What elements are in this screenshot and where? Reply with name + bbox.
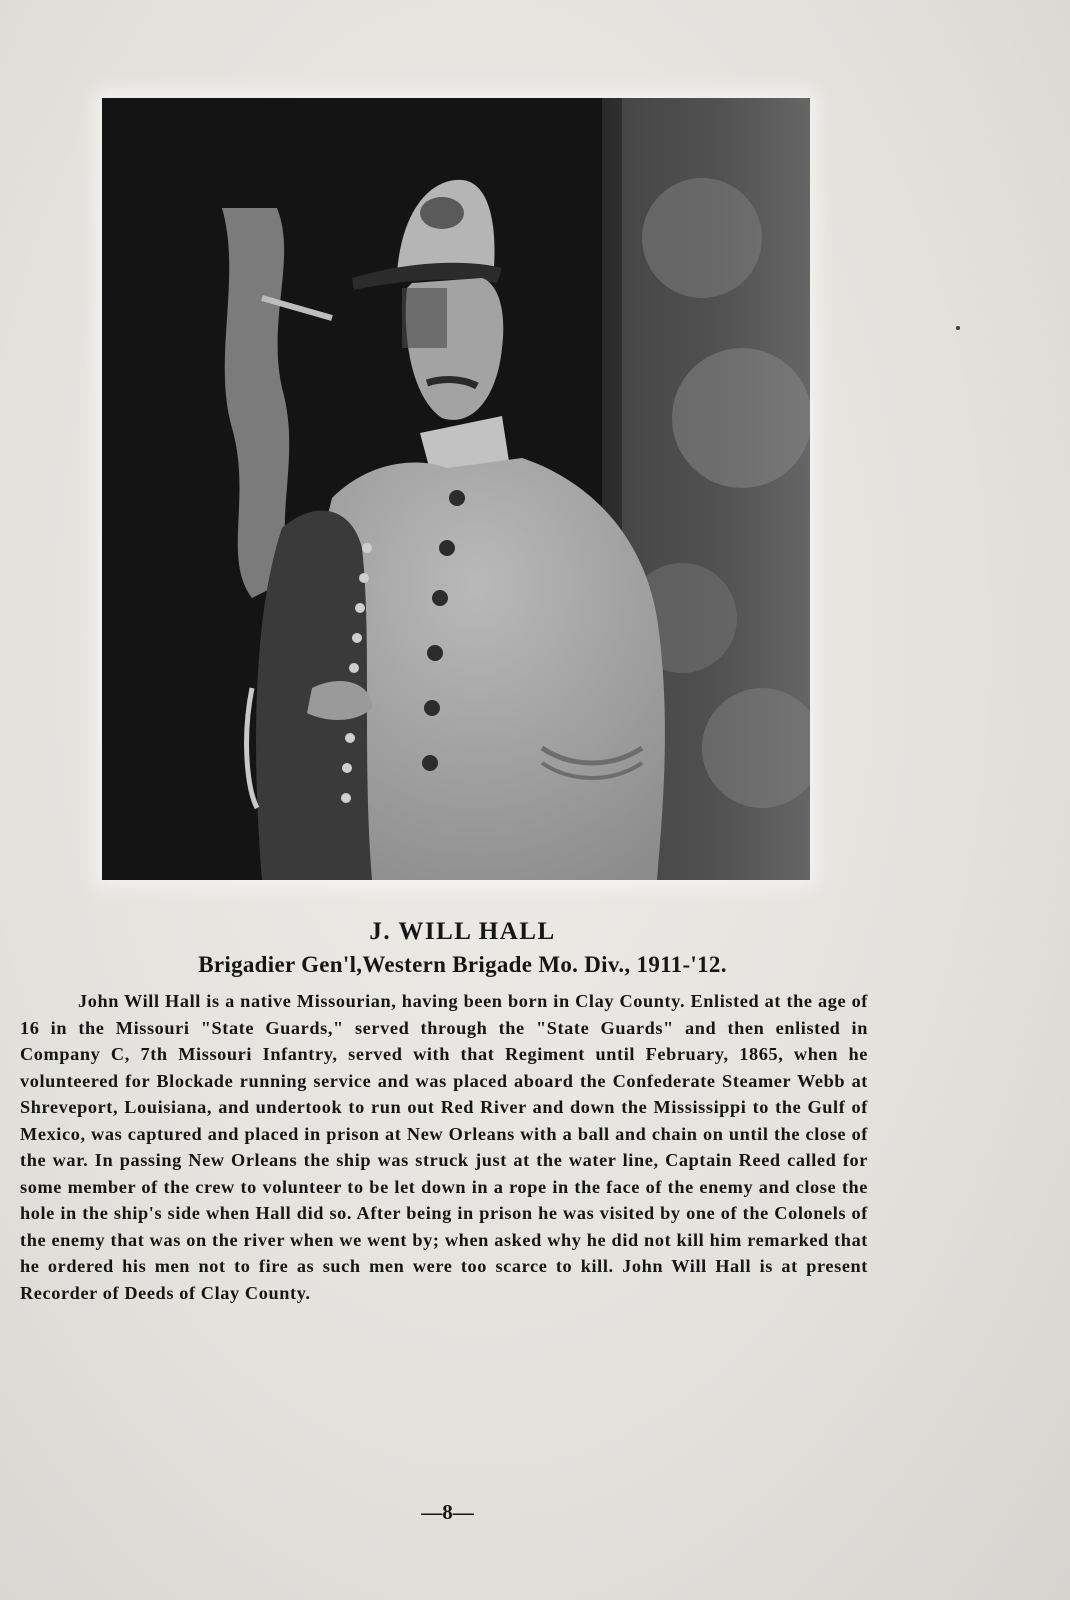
biography-paragraph: John Will Hall is a native Missourian, having been born in Clay County. Enlisted at the age of 16 in the Missouri "State Guards," served through the "State Guards" and then enlisted in Company C, 7th Missouri Infantry, served with that Regiment until February, 1865, when he volunteered for Blockade running service and was placed aboard the Confederate Steamer Webb at Shreveport, Louisiana, and undertook to run out Red River and down the Mississippi to the Gulf of Mexico, was captured and placed in prison at New Orleans with a ball and chain on until the close of the war. In passing New Orleans the ship was struck just at the water line, Captain Reed called for some member of the crew to volunteer to be let down in a rope in the face of the enemy and close the hole in the ship's side when Hall did so. After being in prison he was visited by one of the Colonels of the enemy that was on the river when we went by; when asked why he did not kill him remarked that he ordered his men not to fire as such men were too scarce to kill. John Will Hall is at present Recorder of Deeds of Clay County.: [20, 991, 868, 1303]
portrait-photo: [102, 98, 810, 880]
paper-speck: [956, 326, 960, 330]
person-name: J. WILL HALL: [369, 918, 556, 945]
portrait-illustration: [102, 98, 810, 880]
page-number: —8—: [421, 1500, 474, 1524]
person-title: Brigadier Gen'l,Western Brigade Mo. Div., 1911-'12.: [198, 952, 727, 977]
